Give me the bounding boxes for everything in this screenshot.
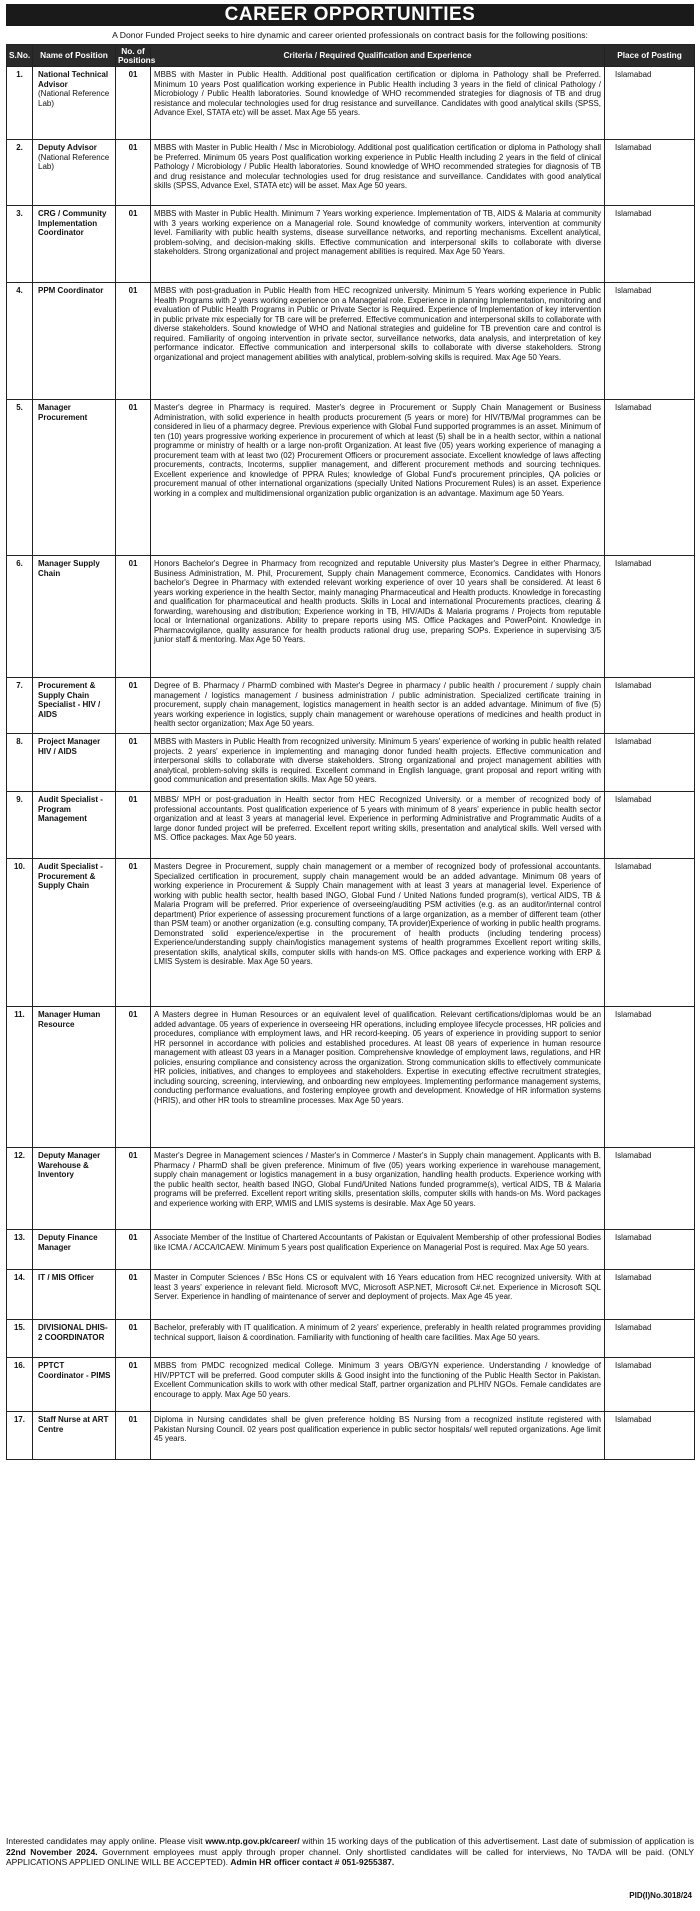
positions-count: 01	[116, 734, 151, 792]
place-of-posting: Islamabad	[605, 1230, 695, 1270]
position-name	[33, 1412, 116, 1460]
table-row	[7, 859, 695, 1007]
position-name	[33, 678, 116, 734]
position-name	[33, 1270, 116, 1320]
criteria-text: Bachelor, preferably with IT qualification. A minimum of 2 years' experience, preferably in health related programmes providing technical support, liaison & coordination. Familiarity with functioning of health care facilities. Max Age 50 years.	[151, 1320, 605, 1358]
footer-text-1: Interested candidates may apply online. Please visit	[6, 1836, 206, 1846]
position-name	[33, 1358, 116, 1412]
position-name	[33, 1230, 116, 1270]
serial-number: 15.	[7, 1320, 33, 1358]
positions-count: 01	[116, 1007, 151, 1148]
table-row	[7, 734, 695, 792]
place-of-posting: Islamabad	[605, 556, 695, 678]
position-name	[33, 792, 116, 859]
pid-number: PID(I)No.3018/24	[629, 1891, 692, 1900]
place-of-posting: Islamabad	[605, 67, 695, 140]
place-of-posting: Islamabad	[605, 678, 695, 734]
positions-count: 01	[116, 140, 151, 206]
footer-text-3: Government employees must apply through proper channel. Only shortlisted candidates will be called for interviews, No TA/DA will be paid. (ONLY APPLICATIONS APPLIED ONLINE WILL BE ACCEPTED).	[6, 1846, 694, 1867]
table-row	[7, 1270, 695, 1320]
intro-text: A Donor Funded Project seeks to hire dynamic and career oriented professionals on contract basis for the following positions:	[112, 30, 588, 40]
table-row	[7, 556, 695, 678]
criteria-text: MBBS with Master in Public Health. Minimum 7 Years working experience. Implementation of TB, AIDS & Malaria at community with 3 years working experience on a Managerial role. Sound knowledge of community workers, intervention at community level. Familiarity with public health systems, disease surveillance networks, and reporting mechanisms. Excellent analytical, problem-solving, and decision-making skills. Effective communication and interpersonal skills to collaborate with diverse stakeholders. Strong organizational and project management abilities is required. Max Age 50 Years.	[151, 206, 605, 283]
position-title: National Technical Advisor	[38, 70, 109, 89]
header-position-name: Name of Position	[33, 45, 116, 67]
hr-contact: Admin HR officer contact # 051-9255387.	[230, 1857, 395, 1867]
place-of-posting: Islamabad	[605, 1007, 695, 1148]
header-place: Place of Posting	[605, 45, 695, 67]
position-title: Audit Specialist - Program Management	[38, 795, 103, 824]
place-of-posting: Islamabad	[605, 1320, 695, 1358]
position-title: PPTCT Coordinator - PIMS	[38, 1361, 111, 1380]
positions-count: 01	[116, 283, 151, 400]
positions-count: 01	[116, 67, 151, 140]
serial-number: 17.	[7, 1412, 33, 1460]
positions-count: 01	[116, 1320, 151, 1358]
place-of-posting: Islamabad	[605, 140, 695, 206]
positions-table	[6, 44, 695, 1460]
last-date: 22nd November 2024.	[6, 1846, 98, 1857]
criteria-text: Diploma in Nursing candidates shall be given preference holding BS Nursing from a recognized institute registered with Pakistan Nursing Council. 02 years post qualification experience in public sector hospitals/ well reputed organizations. Age limit 45 years.	[151, 1412, 605, 1460]
serial-number: 5.	[7, 400, 33, 556]
table-row	[7, 140, 695, 206]
table-row	[7, 1412, 695, 1460]
table-row	[7, 678, 695, 734]
position-title: Deputy Finance Manager	[38, 1233, 98, 1252]
position-title: Staff Nurse at ART Centre	[38, 1415, 109, 1434]
serial-number: 4.	[7, 283, 33, 400]
criteria-text: Associate Member of the Institue of Chartered Accountants of Pakistan or Equivalent Membership of other professional Bodies like ICMA / ACCA/ICAEW. Minimum 5 years post qualification Experience on Managerial Post is required. Max Age 50 years.	[151, 1230, 605, 1270]
place-of-posting: Islamabad	[605, 1148, 695, 1230]
position-name	[33, 556, 116, 678]
position-name	[33, 1007, 116, 1148]
serial-number: 6.	[7, 556, 33, 678]
position-title: Manager Human Resource	[38, 1010, 101, 1029]
positions-count: 01	[116, 1230, 151, 1270]
position-title: Audit Specialist - Procurement & Supply Chain	[38, 862, 103, 891]
position-name	[33, 400, 116, 556]
place-of-posting: Islamabad	[605, 206, 695, 283]
positions-count: 01	[116, 1412, 151, 1460]
header-sno: S.No.	[7, 45, 33, 67]
position-title: Manager Procurement	[38, 403, 88, 422]
place-of-posting: Islamabad	[605, 1412, 695, 1460]
positions-count: 01	[116, 1358, 151, 1412]
serial-number: 1.	[7, 67, 33, 140]
criteria-text: Honors Bachelor's Degree in Pharmacy from recognized and reputable University plus Master's Degree in either Pharmacy, Business Administration, M. Phil, Procurement, Supply chain Management commerce, Economics. Candidates with Honors bachelor's Degree in Pharmacy with extended relevant working experience of over 10 years shall be considered. At least 6 years working experience in the health Sector, mainly managing Pharmaceutical and Health products. Knowledge in forecasting and qualification for pharmaceutical and health products. Skills in Local and international Procurements practices, clearing & forwarding, warehousing and distribution; Experience working in TB, HIV/AIDs & Malaria programs / Projects from reputable local or International organizations. Ability to prepare reports using MS. Office Packages and PowerPoint. Knowledge in Pharmacovigilance, quality assurance for health products rational drug use, preparing SOPs. Experience in supervising 3/5 junior staff & mentoring. Max Age 50 Years.	[151, 556, 605, 678]
position-name	[33, 859, 116, 1007]
positions-count: 01	[116, 556, 151, 678]
serial-number: 8.	[7, 734, 33, 792]
criteria-text: Master in Computer Sciences / BSc Hons CS or equivalent with 16 Years education from HEC recognized university. With at least 3 years' experience in relevant field. Microsoft MVC, Microsoft ASP.NET, Microsoft C#.net. Experience in Microsoft SQL Server. Experience in handling of maintenance of server and deployment of projects. Max Age 45 year.	[151, 1270, 605, 1320]
table-row	[7, 1230, 695, 1270]
criteria-text: MBBS/ MPH or post-graduation in Health sector from HEC Recognized University. or a member of recognized body of professional accountants. Post qualification experience of 5 years with minimum of 8 years' experience in public health sector organization and at least 3 years at managerial level. Experience in performing Administrative and Programmatic Audits of a large donor funded project will be preferred. Excellent report writing skills, presentation and analytical skills. Well versed with MS. Office packages. Max Age 50 years.	[151, 792, 605, 859]
position-subtitle: (National Reference Lab)	[38, 152, 110, 172]
table-row	[7, 67, 695, 140]
criteria-text: Master's degree in Pharmacy is required. Master's degree in Procurement or Supply Chain Management or Business Administration, with solid experience in health products procurement (5 years or more) for HIV/TB/Mal programmes can be considered in lieu of a pharmacy degree. Previous experience with Global Fund supported programmes is an asset. Minimum of ten (10) years progressive working experience in procurement of which at least (5) shall be in a health sector, within a national programme or ministry of health or a large non-profit Organization. At least five (05) years working experience of managing a procurement team with at least two (02) Procurement Officers or procurement associate. Excellent knowledge of laws affecting procurements, contracts, Incoterms, supplier management, and different procurement methods and sourcing techniques. Excellent experience and knowledge of PPRA Rules; knowledge of Global Fund's procurement principles, QA policies or procurement manual of other international organizations (specially United Nations Procurement Rules) is an asset. Experience working in a complex and multidimensional organization public organization is an advantage. Maximum age 50 Years.	[151, 400, 605, 556]
position-name	[33, 140, 116, 206]
footer-text-2: within 15 working days of the publication of this advertisement. Last date of submission of application is	[299, 1836, 694, 1846]
position-name	[33, 206, 116, 283]
criteria-text: A Masters degree in Human Resources or an equivalent level of qualification. Relevant certifications/diplomas would be an added advantage. 05 years of experience in overseeing HR operations, including employee lifecycle processes, HR policies and procedures, compliance with employment laws, and HR record-keeping. 05 years of experience in providing support to senior HR personnel in accordance with policies and established procedures. At least 08 years of experience in human resource management with atleast 03 years in a Manager position. Comprehensive knowledge of employment laws, regulations, and HR policies, ensuring compliance and consistency across the organization. Strong communication skills to effectively communicate HR policies, initiatives, and changes to employees and stakeholders. Expertise in executing effective recruitment strategies, including sourcing, screening, interviewing, and onboarding new employees. Implementing performance management systems, conducting performance evaluations, and fostering employee growth and development. Knowledge of HR information systems (HRIS), and other HR tools to streamline processes. Max Age 50 years.	[151, 1007, 605, 1148]
position-title: Deputy Manager Warehouse & Inventory	[38, 1151, 101, 1180]
place-of-posting: Islamabad	[605, 859, 695, 1007]
positions-count: 01	[116, 400, 151, 556]
table-header-row	[7, 45, 695, 67]
table-row	[7, 283, 695, 400]
place-of-posting: Islamabad	[605, 792, 695, 859]
criteria-text: MBBS with Masters in Public Health from recognized university. Minimum 5 years' experience of working in public health related projects. 2 years' experience in implementing and managing donor funded health projects. Effective communication and interpersonal skills to collaborate with diverse stakeholders. Strong organizational and project management abilities with analytical, problem-solving skills is required. Excellent command in English language, grant proposal and report writing with good communication and presentation skills. Max Age 50 years.	[151, 734, 605, 792]
table-row	[7, 792, 695, 859]
table-row	[7, 1320, 695, 1358]
serial-number: 16.	[7, 1358, 33, 1412]
position-name	[33, 1148, 116, 1230]
application-instructions	[6, 1836, 694, 1868]
position-title: Deputy Advisor	[38, 143, 97, 152]
serial-number: 14.	[7, 1270, 33, 1320]
criteria-text: MBBS from PMDC recognized medical College. Minimum 3 years OB/GYN experience. Understanding / knowledge of HIV/PPTCT will be preferred. Good computer skills & Good insight into the functioning of the Public Health Sector in Pakistan. Excellent Communication skills to work with other medical Staff, partner organization and PLHIV NGOs. Female candidates are encourage to apply. Max Age 50 years.	[151, 1358, 605, 1412]
serial-number: 2.	[7, 140, 33, 206]
table-row	[7, 1358, 695, 1412]
place-of-posting: Islamabad	[605, 283, 695, 400]
place-of-posting: Islamabad	[605, 734, 695, 792]
position-name	[33, 67, 116, 140]
position-subtitle: (National Reference Lab)	[38, 89, 110, 108]
serial-number: 9.	[7, 792, 33, 859]
header-criteria: Criteria / Required Qualification and Experience	[151, 45, 605, 67]
position-title: IT / MIS Officer	[38, 1273, 95, 1282]
career-link[interactable]: www.ntp.gov.pk/career/	[205, 1836, 300, 1846]
criteria-text: MBBS with post-graduation in Public Health from HEC recognized university. Minimum 5 Years working experience in Public Health Programs with 2 years working experience on a Managerial role. Experience in planning Implementation, monitoring and evaluation of Public Health Programs in Public or Private Sector is Required. Experience of Implementation of key intervention in public private mix especially for TB care will be preferred. Effective communication and interpersonal skills to collaborate with diverse stakeholders. Sound knowledge of WHO and National strategies and guideline for TB prevention care and control is required. Familiarity of ongoing intervention in private sector, surveillance networks, data analysis, and interpretation of key performance indicator. Effective communication and interpersonal skills to collaborate with diverse stakeholders. Strong organizational and project management abilities with analytical, problem-solving skills is required. Max Age 50 Years.	[151, 283, 605, 400]
place-of-posting: Islamabad	[605, 1358, 695, 1412]
serial-number: 10.	[7, 859, 33, 1007]
positions-count: 01	[116, 1148, 151, 1230]
criteria-text: MBBS with Master in Public Health / Msc in Microbiology. Additional post qualification certification or diploma in Pathology shall be Preferred. Minimum 05 years Post qualification working experience in Public Health including 2 years in the field of clinical Pathology / Microbiology / Public Health laboratories. Sound knowledge of WHO recommended strategies for diagnosis of TB and drug resistance and molecular technologies used for drug resistance and surveillance. Candidates with good analytical skills (SPSS, Advance Exel, STATA etc) will be asset. Max Age 50 years.	[151, 140, 605, 206]
table-row	[7, 1148, 695, 1230]
table-row	[7, 1007, 695, 1148]
table-row	[7, 206, 695, 283]
positions-count: 01	[116, 678, 151, 734]
position-title: Procurement & Supply Chain Specialist - HIV / AIDS	[38, 681, 101, 719]
serial-number: 12.	[7, 1148, 33, 1230]
positions-count: 01	[116, 859, 151, 1007]
position-name	[33, 1320, 116, 1358]
position-title: Manager Supply Chain	[38, 559, 100, 578]
serial-number: 13.	[7, 1230, 33, 1270]
table-row	[7, 400, 695, 556]
place-of-posting: Islamabad	[605, 1270, 695, 1320]
position-title: DIVISIONAL DHIS-2 COORDINATOR	[38, 1323, 108, 1342]
place-of-posting: Islamabad	[605, 400, 695, 556]
criteria-text: Degree of B. Pharmacy / PharmD combined with Master's Degree in pharmacy / public health / procurement / supply chain management / logistics management / business administration / public administration. Specialized certificate training in procurement, supply chain management, logistics management in health sector is an added advantage. Minimum of five (5) years working experience in logistics, supply chain management or warehouse operations of medicines and health product in health sector organization; Max Age 50 years.	[151, 678, 605, 734]
criteria-text: MBBS with Master in Public Health. Additional post qualification certification or diploma in Pathology shall be Preferred. Minimum 10 years Post qualification working experience in Public Health including 3 years in the field of clinical Pathology / Microbiology / Public Health laboratories. Sound knowledge of WHO recommended strategies for diagnosis of TB and drug resistance and molecular technologies used for drug resistance and surveillance. Candidates with good analytical skills (SPSS, Advance Exel, STATA etc) will be asset. Max Age 55 years.	[151, 67, 605, 140]
position-title: CRG / Community Implementation Coordinator	[38, 209, 107, 238]
positions-count: 01	[116, 792, 151, 859]
position-title: Project Manager HIV / AIDS	[38, 737, 101, 756]
criteria-text: Master's Degree in Management sciences / Master's in Commerce / Master's in Supply chain management. Applicants with B. Pharmacy / PharmD shall be given preference. Minimum of five (05) years working experience in warehouse management, supply chain management or logistics management in a busy organization, handling health products. Experience working with the public health sector, health based INGO, Global Fund/United Nations funded programme(s), vertical AIDS, TB & Malaria programs will be preferred. Excellent report writing skills, presentation skills, computer skills with hands-on Ms. Word packages and experience working with ERP, WMIS and LMIS systems is desirable. Max Age 50 years.	[151, 1148, 605, 1230]
page-title: CAREER OPPORTUNITIES	[6, 4, 694, 26]
positions-count: 01	[116, 1270, 151, 1320]
serial-number: 7.	[7, 678, 33, 734]
position-title: PPM Coordinator	[38, 286, 104, 295]
positions-count: 01	[116, 206, 151, 283]
criteria-text: Masters Degree in Procurement, supply chain management or a member of recognized body of professional accountants. Specialized certification in procurement, supply chain management would be an added advantage. Minimum 08 years of working experience in Procurement & Supply Chain management with at least 3 years at managerial level. Experience of working with public health sector, health based INGO, Global Fund / United Nations funded program(s), vertical AIDS, TB & Malaria Program will be preferred. Prior experience of overseeing/auditing PSM activities (e.g. as an auditor/internal control department) Prior experience of assessing procurement functions of a large organization, as a member of different team (other than PSM team) or another organization (e.g. consulting company, TA provider)Experience of working in public health programs. Demonstrated solid experience/expertise in the procurement of health products (including tendering process) Experience/understanding supply chain/logistics management systems of health programmes Excellent report writing skills, presentation skills, analytical skills, computer skills with hands-on MS. Office packages and experience working with ERP & LMIS System is desirable. Max Age 50 years.	[151, 859, 605, 1007]
serial-number: 3.	[7, 206, 33, 283]
position-name	[33, 283, 116, 400]
position-name	[33, 734, 116, 792]
header-positions-count: No. of Positions	[116, 45, 151, 67]
serial-number: 11.	[7, 1007, 33, 1148]
